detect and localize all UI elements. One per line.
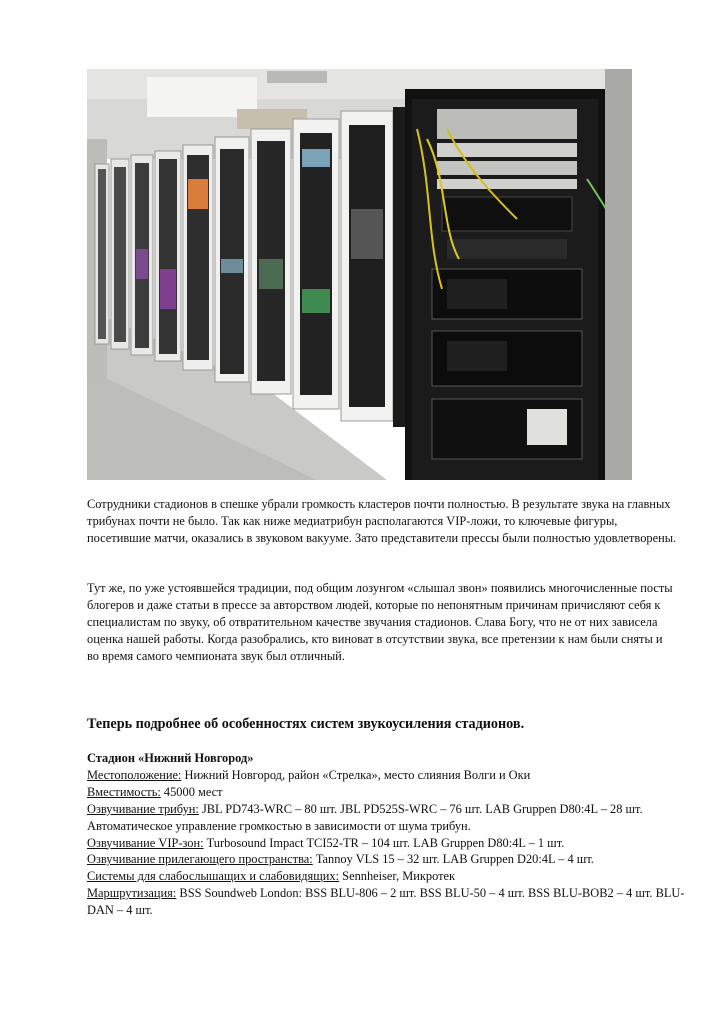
- spec-label: Озвучивание VIP-зон:: [87, 835, 204, 850]
- section-heading: Теперь подробнее об особенностях систем звукоусиления стадионов.: [87, 716, 525, 732]
- spec-label: Озвучивание трибун:: [87, 801, 199, 816]
- stadium-specs: [87, 750, 687, 919]
- spec-value: Нижний Новгород, район «Стрелка», место слияния Волги и Оки: [181, 767, 531, 782]
- spec-label: Системы для слабослышащих и слабовидящих:: [87, 869, 340, 884]
- spec-hearing: [87, 868, 687, 885]
- spec-vip: [87, 835, 687, 852]
- spec-label: Вместимость:: [87, 784, 161, 799]
- spec-value: Tannoy VLS 15 – 32 шт. LAB Gruppen D20:4L – 4 шт.: [312, 852, 594, 867]
- spec-routing: [87, 885, 687, 919]
- spec-location: [87, 767, 687, 784]
- server-racks-photo: [87, 69, 632, 480]
- spec-value: Turbosound Impact TCI52-TR – 104 шт. LAB Gruppen D80:4L – 1 шт.: [203, 835, 565, 850]
- paragraph-1: Сотрудники стадионов в спешке убрали громкость кластеров почти полностью. В результате звука на главных трибунах почти не было. Так как ниже медиатрибун располагаются VIP-ложи, то ключевые фигуры, посетившие матчи, оказались в звуковом вакууме. Зато представители прессы были полностью удовлетворены.: [87, 497, 677, 545]
- paragraph-2: Тут же, по уже устоявшейся традиции, под общим лозунгом «слышал звон» появились многочисленные посты блогеров и даже статьи в прессе за авторством людей, которые по непонятным причинам причисляют себя к специалистам по звуку, об отвратительном качестве звучания стадионов. Слава Богу, что не от них зависела оценка нашей работы. Когда разобрались, кто виноват в отсутствии звука, все претензии к нам были сняты и во время самого чемпионата звук был отличный.: [87, 581, 673, 663]
- server-racks-illustration: [87, 69, 632, 480]
- spec-value: 45000 мест: [160, 784, 223, 799]
- spec-label: Местоположение:: [87, 767, 182, 782]
- spec-capacity: [87, 784, 687, 801]
- spec-stands: [87, 801, 687, 835]
- spec-label: Озвучивание прилегающего пространства:: [87, 852, 313, 867]
- spec-value: BSS Soundweb London: BSS BLU-806 – 2 шт. BSS BLU-50 – 4 шт. BSS BLU-BOB2 – 4 шт. BLU-DAN – 4 шт.: [87, 886, 685, 918]
- spec-surrounding: [87, 851, 687, 868]
- spec-label: Маршрутизация:: [87, 886, 177, 901]
- stadium-name: Стадион «Нижний Новгород»: [87, 751, 254, 765]
- spec-value: JBL PD743-WRC – 80 шт. JBL PD525S-WRC – 76 шт. LAB Gruppen D80:4L – 28 шт. Автоматическое управление громкостью в зависимости от шума трибун.: [87, 801, 643, 833]
- spec-value: Sennheiser, Микротек: [339, 869, 456, 884]
